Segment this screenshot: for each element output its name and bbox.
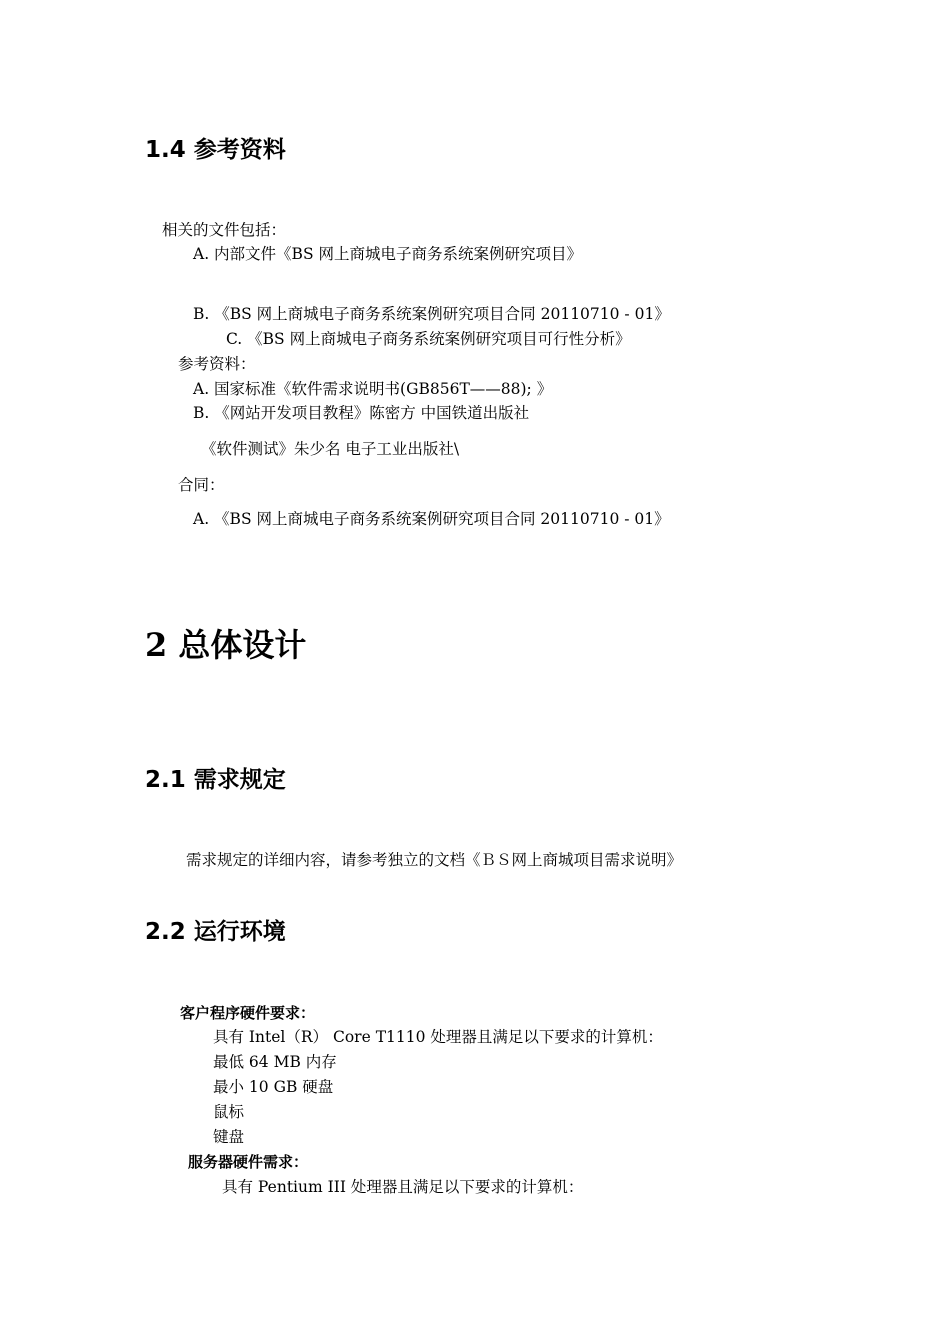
- client-hardware-item: 具有 Intel（R） Core T1110 处理器且满足以下要求的计算机：: [213, 1028, 663, 1046]
- client-hardware-item: 最低 64 MB 内存: [213, 1053, 337, 1071]
- chapter-heading-2: 2 总体设计: [145, 626, 307, 664]
- section-heading-1-4: 1.4 参考资料: [145, 137, 286, 163]
- client-hardware-label: 客户程序硬件要求：: [180, 1004, 316, 1022]
- reference-item: A. 国家标准《软件需求说明书(GB856T——88); 》: [193, 380, 553, 398]
- section-heading-2-2: 2.2 运行环境: [145, 919, 286, 945]
- contract-label: 合同：: [178, 476, 225, 494]
- related-docs-intro: 相关的文件包括：: [162, 221, 287, 239]
- references-label: 参考资料：: [178, 355, 256, 373]
- reference-item: 《软件测试》朱少名 电子工业出版社\: [201, 440, 460, 458]
- requirements-text: 需求规定的详细内容，请参考独立的文档《ＢＳ网上商城项目需求说明》: [186, 851, 683, 869]
- related-doc-item: B. 《BS 网上商城电子商务系统案例研究项目合同 20110710 - 01》: [193, 305, 670, 323]
- related-doc-item: C. 《BS 网上商城电子商务系统案例研究项目可行性分析》: [226, 330, 631, 348]
- reference-item: B. 《网站开发项目教程》陈密方 中国铁道出版社: [193, 404, 530, 422]
- client-hardware-item: 最小 10 GB 硬盘: [213, 1078, 334, 1096]
- contract-item: A. 《BS 网上商城电子商务系统案例研究项目合同 20110710 - 01》: [193, 510, 670, 528]
- server-hardware-label: 服务器硬件需求：: [188, 1153, 309, 1171]
- section-heading-2-1: 2.1 需求规定: [145, 767, 286, 793]
- related-doc-item: A. 内部文件《BS 网上商城电子商务系统案例研究项目》: [193, 245, 582, 263]
- client-hardware-item: 键盘: [213, 1128, 245, 1146]
- server-hardware-item: 具有 Pentium III 处理器且满足以下要求的计算机：: [222, 1178, 584, 1196]
- client-hardware-item: 鼠标: [213, 1103, 245, 1121]
